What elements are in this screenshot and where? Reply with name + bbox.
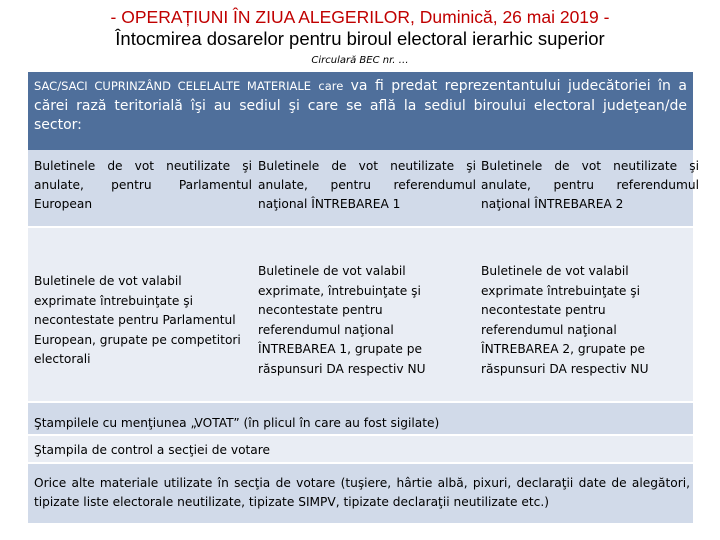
cell-neutilizate-ref1: Buletinele de vot neutilizate şi anulate, pentru referendumul naţional ÎNTREBAREA 1 bbox=[258, 159, 476, 211]
cell-neutilizate-ref2: Buletinele de vot neutilizate şi anulate, pentru referendumul naţional ÎNTREBAREA 2 bbox=[481, 159, 699, 211]
row-separator bbox=[28, 434, 693, 436]
stampile-votat-text: Ştampilele cu menţiunea „VOTAT” (în plicul în care au fost sigilate) bbox=[34, 416, 440, 430]
row-separator bbox=[28, 226, 693, 228]
header-part-1: SAC/SACI CUPRINZÂND CELELALTE MATERIALE bbox=[34, 79, 312, 93]
stampila-control-text: Ştampila de control a secţiei de votare bbox=[34, 443, 271, 457]
row-separator bbox=[28, 401, 693, 403]
cell-valabil-pe: Buletinele de vot valabil exprimate întrebuinţate şi necontestate pentru Parlamentul European, grupate pe competitori electorali bbox=[34, 274, 241, 366]
cell-neutilizate-pe: Buletinele de vot neutilizate şi anulate, pentru Parlamentul European bbox=[34, 159, 252, 211]
header-part-3: va fi predat reprezentantului judecătoriei în a cărei rază teritorială îşi au sediul şi care se află la sediul biroului electoral judeţean/de sector: bbox=[34, 78, 687, 133]
alte-materiale-text: Orice alte materiale utilizate în secţia de votare (tuşiere, hârtie albă, pixuri, declaraţii date de alegători, tipizate liste electorale neutilizate, tipizate SIMPV, tipizate declaraţii neutilizate etc.) bbox=[34, 476, 690, 509]
cell-valabil-ref1: Buletinele de vot valabil exprimate, întrebuinţate şi necontestate pentru referendumul naţional ÎNTREBAREA 1, grupate pe răspunsuri DA respectiv NU bbox=[258, 264, 426, 376]
header-part-2: care bbox=[318, 79, 344, 93]
row-separator bbox=[28, 462, 693, 464]
header-box bbox=[28, 72, 693, 150]
circular-reference: Circulară BEC nr. … bbox=[311, 55, 409, 66]
cell-valabil-ref2: Buletinele de vot valabil exprimate întrebuinţate şi necontestate pentru referendumul naţional ÎNTREBAREA 2, grupate pe răspunsuri DA respectiv NU bbox=[481, 264, 649, 376]
title-line-1: - OPERAȚIUNI ÎN ZIUA ALEGERILOR, Duminică, 26 mai 2019 - bbox=[110, 7, 610, 27]
page-title bbox=[0, 6, 720, 50]
title-line-2: Întocmirea dosarelor pentru biroul electoral ierarhic superior bbox=[115, 28, 605, 49]
